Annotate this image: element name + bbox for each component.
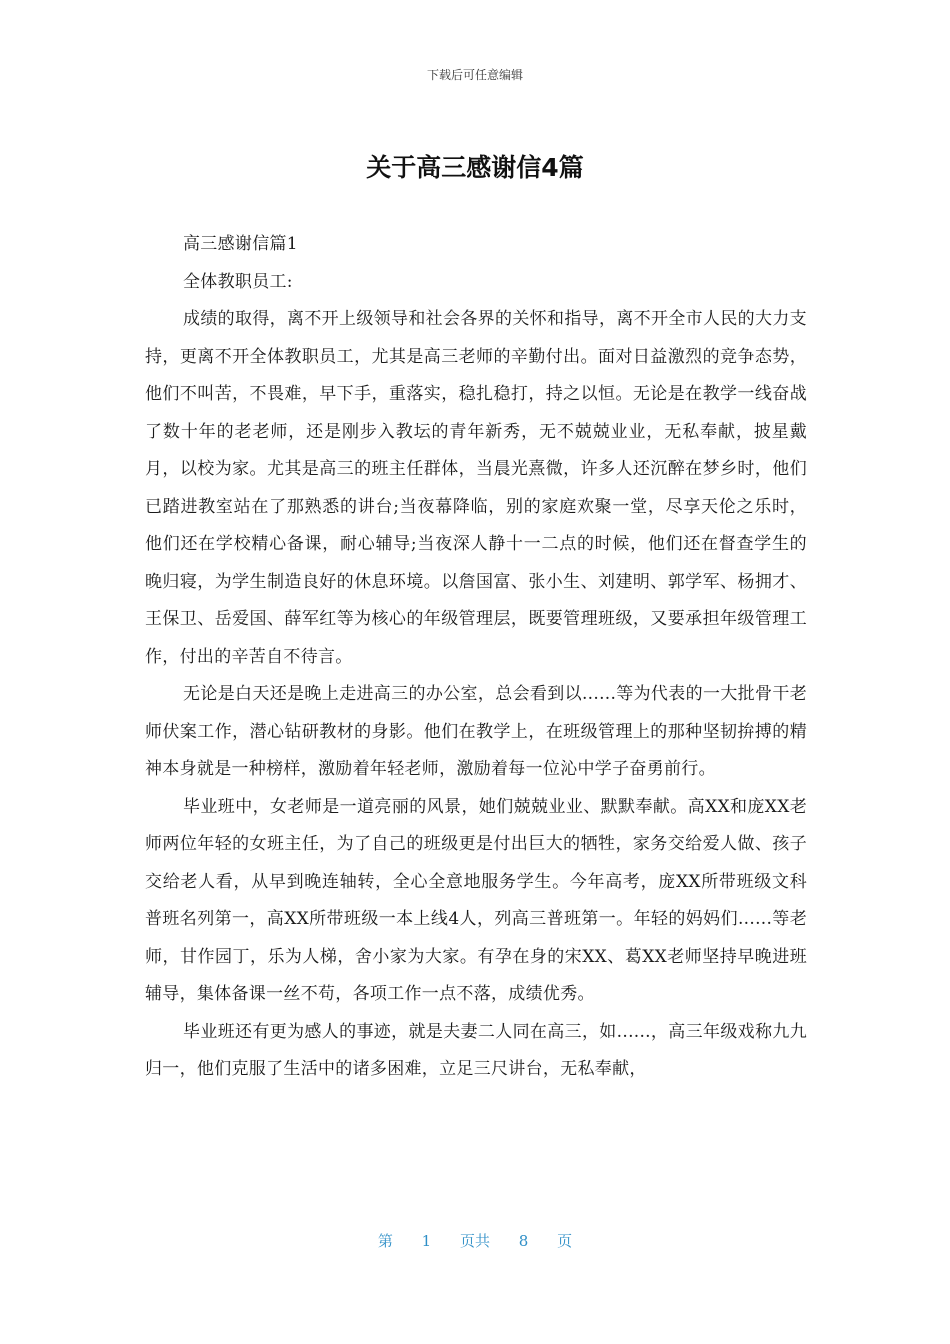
footer-label-ye: 页	[557, 1232, 573, 1250]
footer-total-pages: 8	[518, 1232, 529, 1250]
body-paragraph: 成绩的取得，离不开上级领导和社会各界的关怀和指导，离不开全市人民的大力支持，更离不开全体教职员工，尤其是高三老师的辛勤付出。面对日益激烈的竞争态势，他们不叫苦，不畏难，早下手，重落实，稳扎稳打，持之以恒。无论是在教学一线奋战了数十年的老老师，还是刚步入教坛的青年新秀，无不兢兢业业，无私奉献，披星戴月，以校为家。尤其是高三的班主任群体，当晨光熹微，许多人还沉醉在梦乡时，他们已踏进教室站在了那熟悉的讲台;当夜幕降临，别的家庭欢聚一堂，尽享天伦之乐时，他们还在学校精心备课，耐心辅导;当夜深人静十一二点的时候，他们还在督查学生的晚归寝，为学生制造良好的休息环境。以詹国富、张小生、刘建明、郭学军、杨拥才、王保卫、岳爱国、薛军红等为核心的年级管理层，既要管理班级，又要承担年级管理工作，付出的辛苦自不待言。	[145, 309, 807, 667]
body-paragraph: 毕业班还有更为感人的事迹，就是夫妻二人同在高三，如......，高三年级戏称九九归一，他们克服了生活中的诸多困难，立足三尺讲台，无私奉献，	[145, 1021, 807, 1079]
page-footer	[0, 1230, 950, 1251]
footer-label-ye-gong: 页共	[459, 1232, 490, 1250]
section-heading: 高三感谢信篇1	[183, 234, 298, 254]
footer-label-di: 第	[377, 1232, 393, 1250]
body-paragraph: 无论是白天还是晚上走进高三的办公室，总会看到以......等为代表的一大批骨干老师伏案工作，潜心钻研教材的身影。他们在教学上，在班级管理上的那种坚韧拚搏的精神本身就是一种榜样，激励着年轻老师，激励着每一位沁中学子奋勇前行。	[145, 684, 807, 779]
salutation: 全体教职员工:	[183, 271, 293, 292]
footer-current-page: 1	[421, 1232, 432, 1250]
page-header-note: 下载后可任意编辑	[426, 68, 523, 82]
body-paragraph: 毕业班中，女老师是一道亮丽的风景，她们兢兢业业、默默奉献。高XX和庞XX老师两位年轻的女班主任，为了自己的班级更是付出巨大的牺牲，家务交给爱人做、孩子交给老人看，从早到晚连轴转，全心全意地服务学生。今年高考，庞XX所带班级文科普班名列第一，高XX所带班级一本上线4人，列高三普班第一。年轻的妈妈们......等老师，甘作园丁，乐为人梯，舍小家为大家。有孕在身的宋XX、葛XX老师坚持早晚进班辅导，集体备课一丝不苟，各项工作一点不落，成绩优秀。	[145, 796, 807, 1004]
document-title: 关于高三感谢信4篇	[366, 153, 584, 182]
document-body	[145, 226, 807, 1089]
